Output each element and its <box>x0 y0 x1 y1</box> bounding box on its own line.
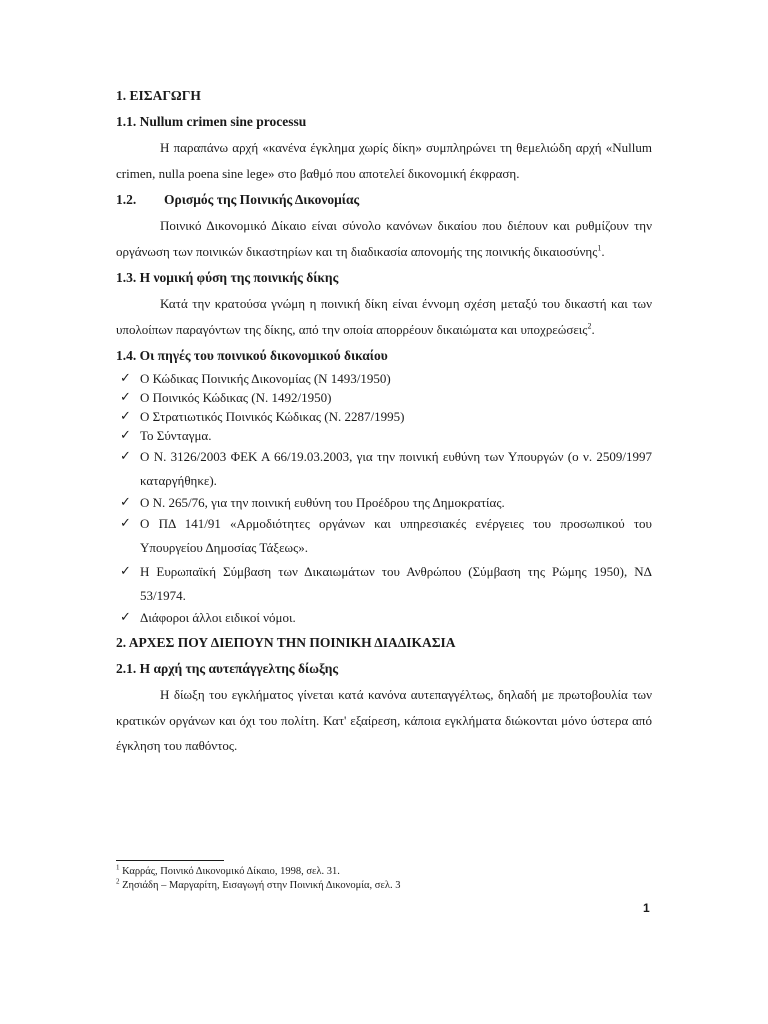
list-item <box>116 369 652 388</box>
subsection-1-2-paragraph: Ποινικό Δικονομικό Δίκαιο είναι σύνολο κανόνων δικαίου που διέπουν και ρυθμίζουν την οργάνωση των ποινικών δικαστηρίων και τη διαδικασία απονομής της ποινικής δικαιοσύνης$^1$. <box>116 218 652 259</box>
list-item-text: Ο Κώδικας Ποινικής Δικονομίας (Ν 1493/1950) <box>140 371 391 386</box>
subsection-1-4-heading: 1.4. Οι πηγές του ποινικού δικονομικού δικαίου <box>116 348 388 363</box>
subsection-1-2-number: 1.2. <box>116 192 137 207</box>
list-item <box>116 388 652 407</box>
list-item-text: Ο Ποινικός Κώδικας (Ν. 1492/1950) <box>140 390 332 405</box>
list-item <box>116 407 652 426</box>
footnote-2-text: Ζησιάδη – Μαργαρίτη, Εισαγωγή στην Ποινική Δικονομία, σελ. 3 <box>122 880 401 891</box>
list-item-text: Ο Ν. 265/76, για την ποινική ευθύνη του Προέδρου της Δημοκρατίας. <box>140 495 505 510</box>
footnote-1 <box>116 865 652 879</box>
list-item <box>116 426 652 445</box>
subsection-1-3-paragraph: Κατά την κρατούσα γνώμη η ποινική δίκη είναι έννομη σχέση μεταξύ του δικαστή και των υπολοίπων παραγόντων της δίκης, από την οποία απορρέουν δικαιώματα και υποχρεώσεις$^2$. <box>116 296 652 337</box>
footnote-1-number: 1 <box>116 863 120 872</box>
list-item-text: Το Σύνταγμα. <box>140 428 212 443</box>
subsection-1-3-text: Κατά την κρατούσα γνώμη η ποινική δίκη είναι έννομη σχέση μεταξύ του δικαστή και των υπολοίπων παραγόντων της δίκης, από την οποία απορρέουν δικαιώματα και υποχρεώσεις <box>116 296 652 337</box>
subsection-2-1-paragraph: Η δίωξη του εγκλήματος γίνεται κατά κανόνα αυτεπαγγέλτως, δηλαδή με πρωτοβουλία των κρατικών οργάνων και όχι του πολίτη. Κατ' εξαίρεση, κάποια εγκλήματα διώκονται μόνο ύστερα από έγκληση του παθόντος. <box>116 687 652 753</box>
checkmark-icon: ✓ <box>120 428 131 443</box>
checkmark-icon: ✓ <box>120 610 131 625</box>
checkmark-icon: ✓ <box>120 371 131 386</box>
list-item-text: Ο Στρατιωτικός Ποινικός Κώδικας (Ν. 2287/1995) <box>140 409 405 424</box>
footnote-2 <box>116 879 652 893</box>
list-item-text: Ο ΠΔ 141/91 «Αρμοδιότητες οργάνων και υπηρεσιακές ενέργειες του προσωπικού του Υπουργείου Δημοσίας Τάξεως». <box>140 516 652 555</box>
checkmark-icon: ✓ <box>120 449 131 464</box>
subsection-1-1-paragraph: Η παραπάνω αρχή «κανένα έγκλημα χωρίς δίκη» συμπληρώνει τη θεμελιώδη αρχή «Nullum crimen, nulla poena sine lege» στο βαθμό που αποτελεί δικονομική έκφραση. <box>116 140 652 181</box>
list-item-text: Ο Ν. 3126/2003 ΦΕΚ Α 66/19.03.2003, για την ποινική ευθύνη των Υπουργών (ο ν. 2509/1997 καταργήθηκε). <box>140 449 652 488</box>
footnote-ref-1[interactable]: 1 <box>597 243 602 253</box>
subsection-1-2-text: Ποινικό Δικονομικό Δίκαιο είναι σύνολο κανόνων δικαίου που διέπουν και ρυθμίζουν την οργάνωση των ποινικών δικαστηρίων και τη διαδικασία απονομής της ποινικής δικαιοσύνης <box>116 218 652 259</box>
subsection-1-2-heading <box>116 190 652 210</box>
list-item <box>116 560 652 608</box>
subsection-2-1-heading: 2.1. Η αρχή της αυτεπάγγελτης δίωξης <box>116 661 339 676</box>
checkmark-icon: ✓ <box>120 495 131 510</box>
subsection-1-2-title: Ορισμός της Ποινικής Δικονομίας <box>164 192 360 207</box>
list-item <box>116 445 652 493</box>
checkmark-icon: ✓ <box>120 409 131 424</box>
page-content <box>116 86 652 761</box>
section-2-heading: 2. ΑΡΧΕΣ ΠΟΥ ΔΙΕΠΟΥΝ ΤΗΝ ΠΟΙΝΙΚΗ ΔΙΑΔΙΚΑΣΙΑ <box>116 635 456 650</box>
section-1-heading: 1. ΕΙΣΑΓΩΓΗ <box>116 88 201 103</box>
list-item-text: Η Ευρωπαϊκή Σύμβαση των Δικαιωμάτων του Ανθρώπου (Σύμβαση της Ρώμης 1950), ΝΔ 53/1974. <box>140 564 652 603</box>
list-item-text: Διάφοροι άλλοι ειδικοί νόμοι. <box>140 610 296 625</box>
page-number: 1 <box>643 901 650 915</box>
footnote-ref-2[interactable]: 2 <box>587 321 592 331</box>
list-item <box>116 512 652 560</box>
checkmark-icon: ✓ <box>120 516 131 531</box>
footnote-divider <box>116 860 224 861</box>
list-item <box>116 608 652 627</box>
footnote-1-text: Καρράς, Ποινικό Δικονομικό Δίκαιο, 1998, σελ. 31. <box>122 866 340 877</box>
footnotes <box>116 860 652 893</box>
subsection-1-1-heading: 1.1. Nullum crimen sine processu <box>116 114 307 129</box>
footnote-2-number: 2 <box>116 877 120 886</box>
subsection-1-3-heading: 1.3. Η νομική φύση της ποινικής δίκης <box>116 270 339 285</box>
checkmark-icon: ✓ <box>120 390 131 405</box>
sources-list <box>116 369 652 627</box>
checkmark-icon: ✓ <box>120 564 131 579</box>
list-item <box>116 493 652 512</box>
